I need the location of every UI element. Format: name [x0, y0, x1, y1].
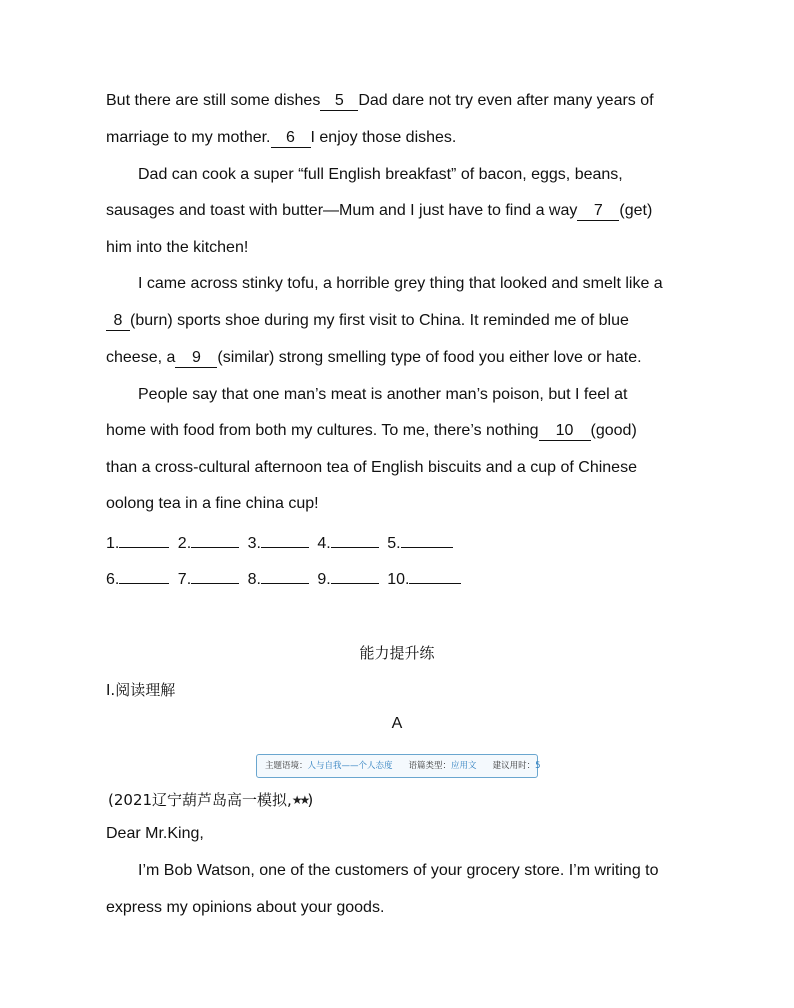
source-note: (2021辽宁葫芦岛高一模拟,★★): [108, 791, 314, 809]
answer-slot[interactable]: 8.: [248, 571, 309, 588]
answer-slot[interactable]: 2.: [178, 535, 239, 552]
passage-line-5: him into the kitchen!: [106, 239, 249, 256]
passage-info-box: 主题语境：人与自我——个人态度 语篇类型：应用文 建议用时：5: [256, 754, 538, 778]
passage-line-10: home with food from both my cultures. To me, there’s nothing 10 (good): [106, 422, 637, 439]
part-heading: I.阅读理解: [106, 681, 176, 699]
passage-label: A: [391, 715, 403, 732]
passage-line-12: oolong tea in a fine china cup!: [106, 495, 319, 512]
answer-slot[interactable]: 9.: [317, 571, 378, 588]
letter-line-2: express my opinions about your goods.: [106, 899, 385, 916]
passage-line-4: sausages and toast with butter—Mum and I just have to find a way 7 (get): [106, 202, 653, 219]
answer-row-2: [106, 567, 465, 590]
answer-slot[interactable]: 6.: [106, 571, 169, 588]
passage-line-9: People say that one man’s meat is another man’s poison, but I feel at: [138, 386, 628, 403]
blank-7: 7: [577, 202, 619, 221]
blank-6: 6: [271, 129, 311, 148]
answer-slot[interactable]: 4.: [317, 535, 378, 552]
passage-line-1: But there are still some dishes 5 Dad dare not try even after many years of: [106, 92, 654, 109]
passage-line-3: Dad can cook a super “full English breakfast” of bacon, eggs, beans,: [138, 166, 623, 183]
answer-slot[interactable]: 5.: [387, 535, 452, 552]
answer-slot[interactable]: 3.: [248, 535, 309, 552]
passage-line-6: I came across stinky tofu, a horrible grey thing that looked and smelt like a: [138, 275, 663, 292]
answer-slot[interactable]: 1.: [106, 535, 169, 552]
answer-slot[interactable]: 7.: [178, 571, 239, 588]
section-title: 能力提升练: [359, 644, 435, 662]
blank-9: 9: [175, 349, 217, 368]
passage-line-7: 8 (burn) sports shoe during my first visit to China. It reminded me of blue: [106, 311, 629, 331]
letter-salutation: Dear Mr.King,: [106, 825, 204, 842]
passage-line-8: cheese, a 9 (similar) strong smelling type of food you either love or hate.: [106, 349, 642, 366]
passage-line-11: than a cross-cultural afternoon tea of English biscuits and a cup of Chinese: [106, 459, 637, 476]
blank-10: 10: [539, 422, 591, 441]
letter-line-1: I’m Bob Watson, one of the customers of your grocery store. I’m writing to: [138, 862, 659, 879]
difficulty-star-icon: ★★: [291, 793, 308, 807]
answer-slot[interactable]: 10.: [387, 571, 461, 588]
blank-8: 8: [106, 312, 130, 331]
answer-row-1: [106, 531, 457, 554]
blank-5: 5: [320, 92, 358, 111]
passage-line-2: marriage to my mother. 6 I enjoy those dishes.: [106, 129, 457, 146]
